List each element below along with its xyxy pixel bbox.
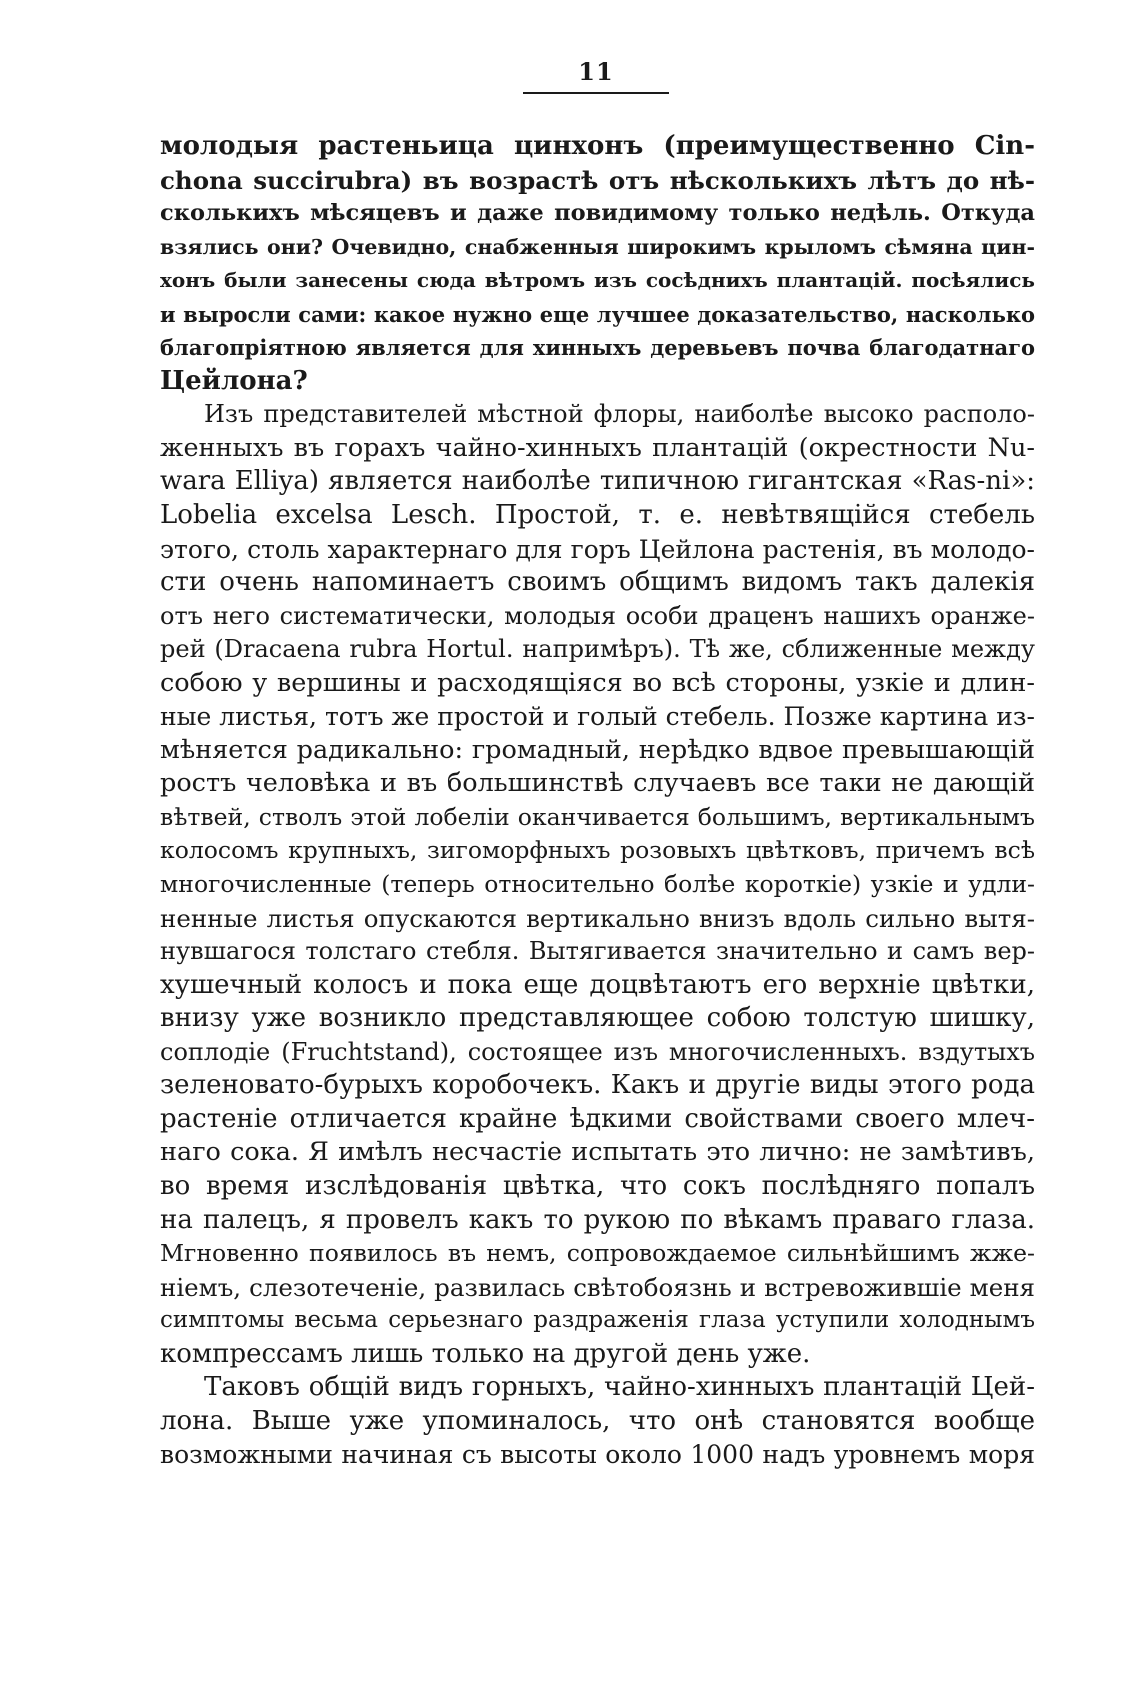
text-line: зеленовато-бурыхъ коробочекъ. Какъ и другіе виды этого рода bbox=[160, 1070, 1035, 1101]
text-line: ростъ человѣка и въ большинствѣ случаевъ все таки не дающій bbox=[160, 768, 1035, 799]
text-line: возможными начиная съ высоты около 1000 надъ уровнемъ моря bbox=[160, 1440, 1035, 1470]
text-line: благопріятною является для хинныхъ деревьевъ почва благодатнаго bbox=[160, 335, 1035, 361]
page-header bbox=[523, 58, 669, 94]
text-line: на палецъ, я провелъ какъ то рукою по вѣкамъ праваго глаза. bbox=[160, 1204, 1035, 1235]
text-line: рей (Dracaena rubra Hortul. напримѣръ). Тѣ же, сближенные между bbox=[160, 635, 1035, 664]
paragraph bbox=[160, 130, 1035, 398]
text-line: Таковъ общій видъ горныхъ, чайно-хинныхъ плантацій Цей- bbox=[204, 1372, 1035, 1403]
text-line: молодыя растеньица цинхонъ (преимущественно Cin- bbox=[160, 131, 1035, 161]
text-line: нувшагося толстаго стебля. Вытягивается значительно и самъ вер- bbox=[160, 937, 1035, 966]
text-line: внизу уже возникло представляющее собою толстую шишку, bbox=[160, 1003, 1035, 1034]
text-line: растеніе отличается крайне ѣдкими свойствами своего млеч- bbox=[160, 1103, 1035, 1134]
text-line: соплодіе (Fruchtstand), состоящее изъ многочисленныхъ. вздутыхъ bbox=[160, 1037, 1035, 1066]
text-line: отъ него систематически, молодыя особи драценъ нашихъ оранже- bbox=[160, 601, 1035, 630]
text-line: wara Elliya) является наиболѣе типичною гигантская «Ras-ni»: bbox=[160, 466, 1035, 497]
text-line: сти очень напоминаетъ своимъ общимъ видомъ такъ далекія bbox=[160, 567, 1035, 598]
text-line: Изъ представителей мѣстной флоры, наиболѣе высоко располо- bbox=[204, 400, 1035, 429]
page-number: 11 bbox=[578, 57, 614, 86]
text-line: ніемъ, слезотеченіе, развилась свѣтобоязнь и встревожившіе меня bbox=[160, 1272, 1035, 1302]
text-line: собою у вершины и расходящіяся во всѣ стороны, узкіе и длин- bbox=[160, 667, 1035, 698]
text-line: и выросли сами: какое нужно еще лучшее доказательство, насколько bbox=[160, 301, 1035, 327]
text-line: во время изслѣдованія цвѣтка, что сокъ послѣдняго попалъ bbox=[160, 1170, 1035, 1201]
text-line: женныхъ въ горахъ чайно-хинныхъ плантацій (окрестности Nu- bbox=[160, 432, 1035, 463]
text-line: компрессамъ лишь только на другой день уже. bbox=[160, 1338, 811, 1369]
text-line: многочисленные (теперь относительно болѣе короткіе) узкіе и удли- bbox=[160, 870, 1035, 899]
text-line: колосомъ крупныхъ, зигоморфныхъ розовыхъ цвѣтковъ, причемъ всѣ bbox=[160, 836, 1035, 865]
text-line: Lobelia excelsa Lesch. Простой, т. е. невѣтвящійся стебель bbox=[160, 500, 1035, 531]
text-line: хушечный колосъ и пока еще доцвѣтаютъ его верхніе цвѣтки, bbox=[160, 969, 1035, 1000]
text-line: ненные листья опускаются вертикально внизъ вдоль сильно вытя- bbox=[160, 903, 1035, 933]
paragraph bbox=[160, 398, 1035, 1371]
text-line: наго сока. Я имѣлъ несчастіе испытать это лично: не замѣтивъ, bbox=[160, 1137, 1035, 1168]
paragraph bbox=[160, 1371, 1035, 1472]
text-line: взялись они? Очевидно, снабженныя широкимъ крыломъ сѣмяна цин- bbox=[160, 234, 1035, 259]
body-text bbox=[160, 130, 1035, 1472]
text-line: ные листья, тотъ же простой и голый стебель. Позже картина из- bbox=[160, 702, 1035, 732]
text-line: мѣняется радикально: громадный, нерѣдко вдвое превышающій bbox=[160, 734, 1035, 765]
header-rule bbox=[523, 92, 669, 94]
text-line: сколькихъ мѣсяцевъ и даже повидимому только недѣль. Откуда bbox=[160, 200, 1035, 227]
text-line: вѣтвей, стволъ этой лобеліи оканчивается большимъ, вертикальнымъ bbox=[160, 802, 1035, 831]
text-line: лона. Выше уже упоминалось, что онѣ становятся вообще bbox=[160, 1405, 1035, 1436]
text-line: этого, столь характернаго для горъ Цейлона растенія, въ молодо- bbox=[160, 534, 1035, 564]
text-line: Цейлона? bbox=[160, 365, 308, 396]
text-line: chona succirubra) въ возрастѣ отъ нѣсколькихъ лѣтъ до нѣ- bbox=[160, 165, 1035, 195]
text-line: Мгновенно появилось въ немъ, сопровождаемое сильнѣйшимъ жже- bbox=[160, 1239, 1035, 1268]
text-line: хонъ были занесены сюда вѣтромъ изъ сосѣднихъ плантацій. посѣялись bbox=[160, 268, 1035, 293]
text-line: симптомы весьма серьезнаго раздраженія глаза уступили холоднымъ bbox=[160, 1307, 1035, 1334]
